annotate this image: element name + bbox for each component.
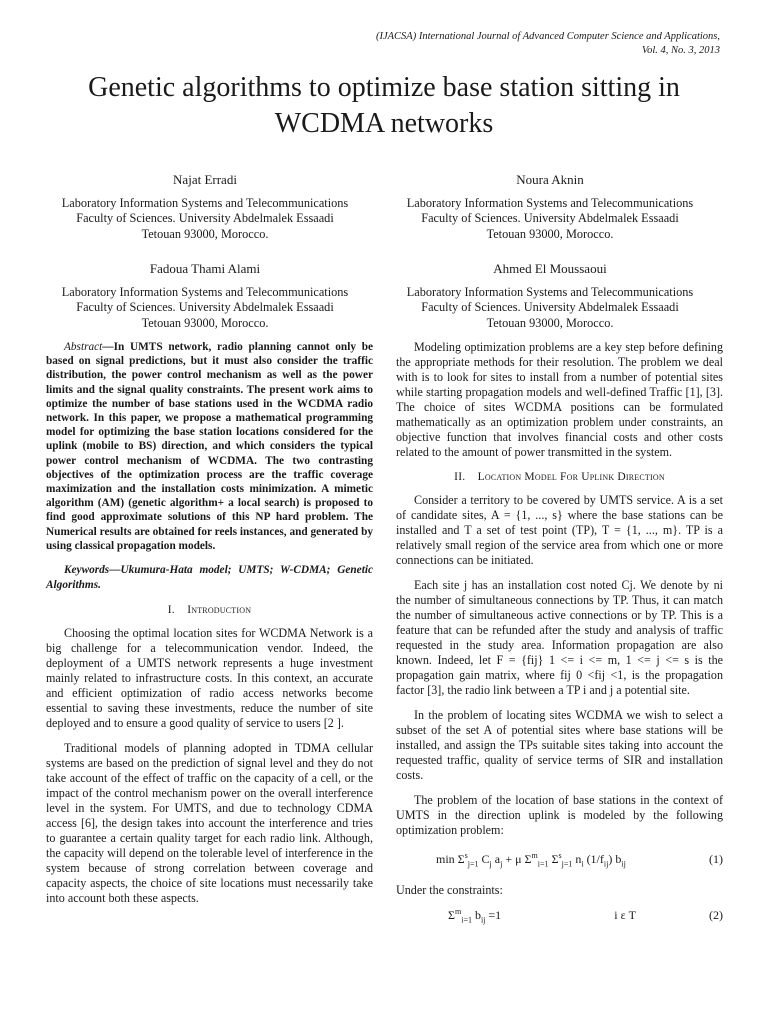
paragraph: In the problem of locating sites WCDMA we wish to select a subset of the set A of potential sites where base stations will be installed, and assign the TPs suitable sites taking into account the requested traffic, quality of service terms of SIR and installation costs. <box>396 708 723 782</box>
author-faculty: Faculty of Sciences. University Abdelmalek Essaadi <box>76 300 334 314</box>
constraints-intro: Under the constraints: <box>396 883 503 898</box>
author-name: Noura Aknin <box>516 172 584 187</box>
section-number: II. <box>454 471 466 483</box>
paragraph: Modeling optimization problems are a key step before defining the appropriate methods for their resolution. The problem we deal with is to look for sites to install from a number of potential sites while starting propagation models and well-defined Traffic [1], [3]. The choice of sites WCDMA positions can be formulated mathematically as an optimization problem under constraints, an objective function that involves financial costs and other costs related to the amount of power transmitted in the system. <box>396 340 723 459</box>
equation-2-condition: i ε T <box>614 908 636 923</box>
author-block-1 <box>40 172 370 242</box>
author-city: Tetouan 93000, Morocco. <box>141 315 269 330</box>
author-name: Ahmed El Moussaoui <box>493 261 607 276</box>
author-faculty: Faculty of Sciences. University Abdelmalek Essaadi <box>76 211 334 225</box>
author-city: Tetouan 93000, Morocco. <box>486 226 614 241</box>
author-city: Tetouan 93000, Morocco. <box>486 315 614 330</box>
section-number: I. <box>167 604 175 617</box>
author-lab: Laboratory Information Systems and Telecommunications <box>406 195 694 210</box>
keywords: Keywords—Ukumura-Hata model; UMTS; W-CDMA; Genetic Algorithms. <box>46 564 373 592</box>
equation-2-number: (2) <box>709 908 723 923</box>
author-lab: Laboratory Information Systems and Telecommunications <box>61 284 349 299</box>
author-block-2 <box>385 172 715 242</box>
section-title: Introduction <box>187 604 252 617</box>
section-title: Location Model For Uplink Direction <box>477 471 665 483</box>
paragraph: Choosing the optimal location sites for WCDMA Network is a big challenge for a telecommunication vendor. Indeed, the deployment of a UMTS network represents a huge investment mainly related to infrastructure costs. In this context, an accurate and efficient optimization of radio access networks become essential to saving these investments, reduce the number of site deployed and to ensure a good quality of service to users [2 ]. <box>46 626 373 731</box>
right-column <box>396 340 723 940</box>
author-block-4 <box>385 261 715 331</box>
section-heading-location-model <box>396 470 723 485</box>
author-block-3 <box>40 261 370 331</box>
author-city: Tetouan 93000, Morocco. <box>141 226 269 241</box>
equation-1 <box>396 848 723 871</box>
author-lab: Laboratory Information Systems and Telecommunications <box>406 284 694 299</box>
author-name: Najat Erradi <box>173 172 237 187</box>
paragraph: Consider a territory to be covered by UMTS service. A is a set of candidate sites, A = {1, ..., s} where the base stations can be installed and T a set of test point (TP), T = {1, ..., m}. TP is a relatively small region of the service area from which one or more connections can be initiated. <box>396 493 723 567</box>
author-faculty: Faculty of Sciences. University Abdelmalek Essaadi <box>421 300 679 314</box>
equation-2 <box>396 904 723 927</box>
abstract-label: Abstract <box>64 341 103 353</box>
section-heading-introduction <box>46 603 373 618</box>
abstract-text: —In UMTS network, radio planning cannot only be based on signal predictions, but it must also consider the traffic distribution, the power control mechanism as well as the power limits and the signal quality constraints. The present work aims to optimize the number of base stations used in the WCDMA radio network. In this paper, we propose a mathematical programming model for optimizing the base station locations considered for the uplink (mobile to BS) direction, and which considers the typical power control mechanism of WCDMA. The two contrasting objectives of the optimization process are the traffic coverage maximization and the installation costs minimization. A mimetic algorithm (AM) (genetic algorithm+ a local search) is proposed to find good approximate solutions of this NP hard problem. The Numerical results are obtained for reels instances, and generated by using classical propagation models. <box>46 341 373 552</box>
equation-2-expression: $\Sigma^m_{i=1}$ $b_{ij} =1$ <box>448 907 502 925</box>
paragraph: The problem of the location of base stations in the context of UMTS in the direction uplink is modeled by the following optimization problem: <box>396 793 723 837</box>
abstract <box>46 340 373 553</box>
paragraph: Each site j has an installation cost noted Cj. We denote by ni the number of simultaneous connections by TP. Thus, it can match the number of simultaneous active connections or by TP. This is a feature that can be refunded after the study and analysis of traffic requested in the study area. Information propagation are also known. Indeed, let F = {fij} 1 <= i <= m, 1 <= j <= s is the propagation gain matrix, where fij 0 <fij <1, is the propagation factor [3], the radio link between a TP i and j a potential site. <box>396 578 723 697</box>
paper-title: Genetic algorithms to optimize base station sitting in WCDMA networks <box>88 72 680 139</box>
equation-1-number: (1) <box>709 852 723 866</box>
paragraph: Traditional models of planning adopted in TDMA cellular systems are based on the prediction of signal level and they do not take account of the effect of traffic on the capacity of a cell, or the impact of the control mechanism power on the overall interference level in the system. For UMTS, and due to technology CDMA access [6], the design takes into account the interference and tries to guarantee a certain quality target for each radio link. Although, the capacity will depend on the tolerable level of interference in the system because of strong correlation between coverage and capacity aspects, the choice of site locations must necessarily take into account both these aspects. <box>46 741 373 906</box>
author-faculty: Faculty of Sciences. University Abdelmalek Essaadi <box>421 211 679 225</box>
author-name: Fadoua Thami Alami <box>149 261 261 276</box>
left-column <box>46 340 373 916</box>
equation-1-expression: $\min \Sigma^s_{j=1}$ $C_j$ $a_j + \mu$ $\Sigma^m_{i=1}$ $\Sigma^s_{j=1}$ $n_i$ $(1/f_{ij})$ $b_{ij}$ <box>436 851 626 869</box>
journal-header: (IJACSA) International Journal of Advanced Computer Science and Applications, <box>375 31 720 42</box>
author-lab: Laboratory Information Systems and Telecommunications <box>61 195 349 210</box>
volume-header: Vol. 4, No. 3, 2013 <box>641 45 720 56</box>
